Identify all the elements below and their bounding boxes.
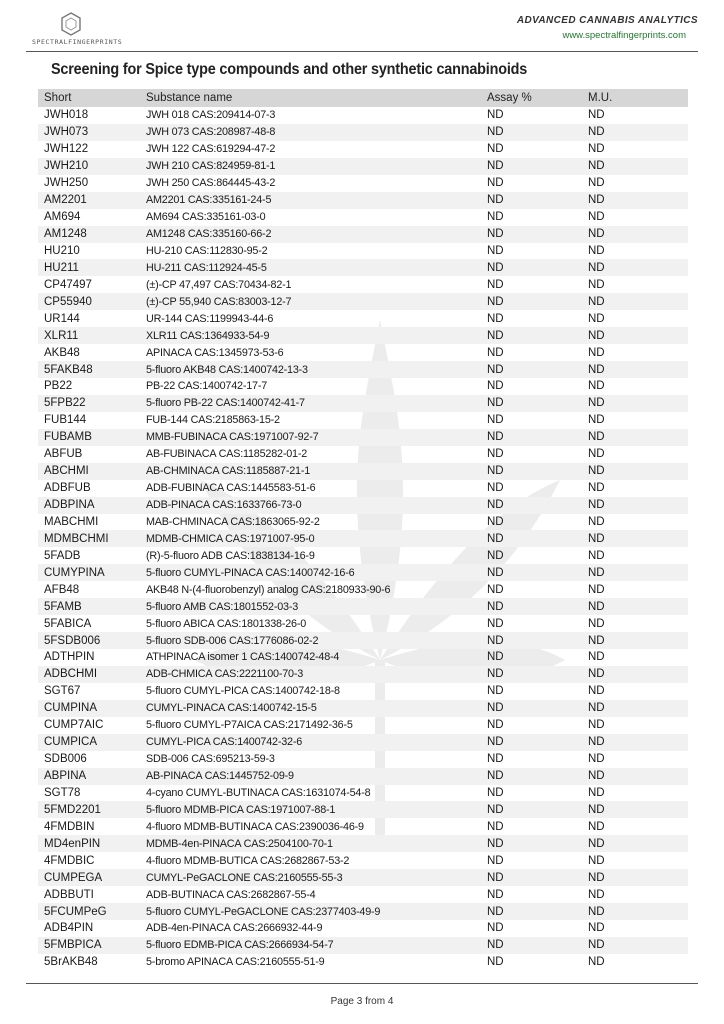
- cell-short: SGT78: [44, 786, 81, 799]
- cell-short: ABPINA: [38, 768, 140, 785]
- cell-substance-name: (R)-5-fluoro ADB CAS:1838134-16-9: [146, 549, 315, 562]
- cell-assay: ND: [487, 515, 504, 528]
- cell-mu: ND: [582, 632, 688, 649]
- cell-short: JWH250: [44, 177, 89, 190]
- cell-mu: ND: [588, 109, 605, 122]
- cell-assay: ND: [487, 922, 504, 935]
- table-row: [38, 801, 688, 818]
- cell-short: 4FMDBIN: [44, 820, 95, 833]
- cell-assay: ND: [481, 158, 582, 175]
- cell-assay: ND: [487, 854, 504, 867]
- cell-assay: ND: [481, 937, 582, 954]
- table-row: [38, 141, 688, 158]
- cell-short: 5FPB22: [38, 395, 140, 412]
- cell-substance-name: 5-fluoro AMB CAS:1801552-03-3: [140, 598, 481, 615]
- cell-mu: ND: [582, 327, 688, 344]
- cell-substance-name: 5-fluoro PB-22 CAS:1400742-41-7: [140, 395, 481, 412]
- cell-assay: ND: [487, 820, 504, 833]
- table-row: [38, 344, 688, 361]
- cell-substance-name: HU-211 CAS:112924-45-5: [140, 259, 481, 276]
- table-row: [38, 768, 688, 785]
- cell-substance-name: FUB-144 CAS:2185863-15-2: [146, 414, 280, 427]
- cell-substance-name: 5-fluoro EDMB-PICA CAS:2666934-54-7: [140, 937, 481, 954]
- table-row: [38, 937, 688, 954]
- cell-short: HU211: [38, 259, 140, 276]
- table-row: [38, 514, 688, 531]
- cell-assay: ND: [487, 617, 504, 630]
- cell-substance-name: 5-fluoro CUMYL-PINACA CAS:1400742-16-6: [140, 564, 481, 581]
- table-row: [38, 259, 688, 276]
- cell-mu: ND: [588, 719, 605, 732]
- cell-substance-name: AM1248 CAS:335160-66-2: [140, 226, 481, 243]
- cell-short: CUMPINA: [38, 700, 140, 717]
- cell-assay: ND: [487, 753, 504, 766]
- cell-substance-name: JWH 122 CAS:619294-47-2: [146, 143, 276, 156]
- table-row: [38, 683, 688, 700]
- table-row: [38, 226, 688, 243]
- screening-results-table: [38, 89, 688, 971]
- table-row: [38, 666, 688, 683]
- cell-substance-name: 5-fluoro MDMB-PICA CAS:1971007-88-1: [140, 801, 481, 818]
- cell-mu: ND: [582, 937, 688, 954]
- cell-mu: ND: [588, 956, 605, 969]
- cell-substance-name: ADB-BUTINACA CAS:2682867-55-4: [146, 888, 316, 901]
- cell-short: AM2201: [38, 192, 140, 209]
- cell-short: ADBCHMI: [38, 666, 140, 683]
- cell-assay: ND: [481, 463, 582, 480]
- table-row: [38, 124, 688, 141]
- cell-mu: ND: [588, 583, 605, 596]
- cell-substance-name: 4-fluoro MDMB-BUTINACA CAS:2390036-46-9: [146, 820, 364, 833]
- table-row: [38, 480, 688, 497]
- cell-short: MD4enPIN: [38, 835, 140, 852]
- cell-mu: ND: [582, 700, 688, 717]
- cell-assay: ND: [481, 564, 582, 581]
- cell-short: PB22: [44, 380, 73, 393]
- cell-substance-name: MDMB-4en-PINACA CAS:2504100-70-1: [140, 835, 481, 852]
- cell-mu: ND: [582, 158, 688, 175]
- cell-substance-name: 5-fluoro ABICA CAS:1801338-26-0: [146, 617, 307, 630]
- cell-short: CUMPEGA: [38, 869, 140, 886]
- cell-substance-name: 5-fluoro AKB48 CAS:1400742-13-3: [140, 361, 481, 378]
- cell-mu: ND: [588, 549, 605, 562]
- cell-short: SDB006: [44, 753, 87, 766]
- table-row: [38, 310, 688, 327]
- cell-substance-name: 4-fluoro MDMB-BUTICA CAS:2682867-53-2: [146, 854, 350, 867]
- table-row: [38, 751, 688, 768]
- cell-assay: ND: [481, 293, 582, 310]
- cell-mu: ND: [588, 753, 605, 766]
- cell-mu: ND: [582, 293, 688, 310]
- table-row: [38, 717, 688, 734]
- cell-assay: ND: [481, 192, 582, 209]
- cell-short: ADB4PIN: [44, 922, 94, 935]
- cell-assay: ND: [487, 278, 504, 291]
- cell-mu: ND: [582, 497, 688, 514]
- cell-assay: ND: [481, 632, 582, 649]
- cell-mu: ND: [588, 177, 605, 190]
- cell-mu: ND: [588, 448, 605, 461]
- cell-assay: ND: [481, 395, 582, 412]
- cell-assay: ND: [487, 956, 504, 969]
- table-header-row: [38, 89, 688, 107]
- table-row: [38, 632, 688, 649]
- cell-mu: ND: [582, 734, 688, 751]
- cell-mu: ND: [582, 124, 688, 141]
- cell-mu: ND: [582, 903, 688, 920]
- cell-mu: ND: [588, 346, 605, 359]
- cell-short: 5FSDB006: [38, 632, 140, 649]
- cell-assay: ND: [487, 583, 504, 596]
- cell-short: JWH210: [38, 158, 140, 175]
- cell-substance-name: (±)-CP 47,497 CAS:70434-82-1: [146, 278, 292, 291]
- table-row: [38, 378, 688, 395]
- cell-assay: ND: [481, 768, 582, 785]
- page-number: Page 3 from 4: [330, 996, 394, 1007]
- cell-assay: ND: [481, 226, 582, 243]
- cell-substance-name: JWH 073 CAS:208987-48-8: [140, 124, 481, 141]
- cell-short: CUMPICA: [38, 734, 140, 751]
- cell-substance-name: PB-22 CAS:1400742-17-7: [146, 380, 268, 393]
- page-title: Screening for Spice type compounds and other synthetic cannabinoids: [51, 61, 528, 78]
- cell-assay: ND: [481, 598, 582, 615]
- cell-mu: ND: [588, 786, 605, 799]
- table-row: [38, 158, 688, 175]
- cell-substance-name: ATHPINACA isomer 1 CAS:1400742-48-4: [146, 651, 340, 664]
- cell-short: ABCHMI: [38, 463, 140, 480]
- cell-short: 5FAMB: [38, 598, 140, 615]
- cell-assay: ND: [487, 549, 504, 562]
- cell-substance-name: JWH 018 CAS:209414-07-3: [146, 109, 276, 122]
- cell-assay: ND: [481, 530, 582, 547]
- cell-assay: ND: [487, 244, 504, 257]
- cell-mu: ND: [588, 312, 605, 325]
- cell-substance-name: XLR11 CAS:1364933-54-9: [140, 327, 481, 344]
- cell-substance-name: MDMB-CHMICA CAS:1971007-95-0: [140, 530, 481, 547]
- cell-mu: ND: [582, 768, 688, 785]
- cell-short: ADTHPIN: [44, 651, 95, 664]
- table-row: [38, 446, 688, 463]
- cell-substance-name: 5-bromo APINACA CAS:2160555-51-9: [146, 956, 325, 969]
- cell-assay: ND: [487, 651, 504, 664]
- cell-assay: ND: [487, 312, 504, 325]
- cell-mu: ND: [582, 429, 688, 446]
- cell-mu: ND: [582, 869, 688, 886]
- table-row: [38, 175, 688, 192]
- cell-mu: ND: [588, 414, 605, 427]
- cell-short: CUMYPINA: [38, 564, 140, 581]
- cell-mu: ND: [588, 854, 605, 867]
- table-row: [38, 903, 688, 920]
- cell-substance-name: 5-fluoro SDB-006 CAS:1776086-02-2: [140, 632, 481, 649]
- table-row: [38, 835, 688, 852]
- cell-short: MDMBCHMI: [38, 530, 140, 547]
- cell-substance-name: UR-144 CAS:1199943-44-6: [146, 312, 274, 325]
- table-row: [38, 107, 688, 124]
- cell-mu: ND: [582, 361, 688, 378]
- cell-assay: ND: [487, 414, 504, 427]
- table-row: [38, 564, 688, 581]
- cell-short: CUMP7AIC: [44, 719, 104, 732]
- cell-substance-name: 5-fluoro CUMYL-PICA CAS:1400742-18-8: [146, 685, 340, 698]
- cell-short: XLR11: [38, 327, 140, 344]
- table-row: [38, 547, 688, 564]
- cell-assay: ND: [481, 734, 582, 751]
- cell-mu: ND: [588, 143, 605, 156]
- cell-assay: ND: [487, 786, 504, 799]
- cell-short: ADBBUTI: [44, 888, 94, 901]
- footer-divider: [26, 983, 698, 984]
- table-row: [38, 734, 688, 751]
- cell-mu: ND: [582, 801, 688, 818]
- cell-short: 5FMD2201: [38, 801, 140, 818]
- table-row: [38, 886, 688, 903]
- hexagon-logo-icon: [60, 12, 82, 36]
- cell-substance-name: AB-CHMINACA CAS:1185887-21-1: [140, 463, 481, 480]
- cell-mu: ND: [588, 922, 605, 935]
- cell-short: 5FADB: [44, 549, 81, 562]
- cell-mu: ND: [588, 820, 605, 833]
- table-row: [38, 327, 688, 344]
- cell-short: 4FMDBIC: [44, 854, 95, 867]
- cell-mu: ND: [582, 192, 688, 209]
- cell-mu: ND: [582, 259, 688, 276]
- column-header-mu: M.U.: [582, 89, 688, 107]
- cell-short: FUB144: [44, 414, 87, 427]
- cell-substance-name: MAB-CHMINACA CAS:1863065-92-2: [146, 515, 320, 528]
- cell-mu: ND: [588, 244, 605, 257]
- cell-mu: ND: [588, 888, 605, 901]
- cell-assay: ND: [487, 719, 504, 732]
- cell-assay: ND: [487, 143, 504, 156]
- table-row: [38, 395, 688, 412]
- cell-substance-name: CUMYL-PICA CAS:1400742-32-6: [140, 734, 481, 751]
- cell-substance-name: AB-FUBINACA CAS:1185282-01-2: [146, 448, 308, 461]
- cell-mu: ND: [588, 617, 605, 630]
- cell-short: UR144: [44, 312, 80, 325]
- cell-mu: ND: [588, 482, 605, 495]
- cell-assay: ND: [487, 346, 504, 359]
- cell-substance-name: ADB-FUBINACA CAS:1445583-51-6: [146, 482, 316, 495]
- column-header-short: Short: [38, 89, 140, 107]
- cell-substance-name: AM2201 CAS:335161-24-5: [140, 192, 481, 209]
- table-row: [38, 276, 688, 293]
- cell-substance-name: AB-PINACA CAS:1445752-09-9: [140, 768, 481, 785]
- cell-mu: ND: [582, 666, 688, 683]
- table-row: [38, 920, 688, 937]
- cell-substance-name: ADB-PINACA CAS:1633766-73-0: [140, 497, 481, 514]
- cell-substance-name: ADB-CHMICA CAS:2221100-70-3: [140, 666, 481, 683]
- cell-mu: ND: [582, 395, 688, 412]
- cell-substance-name: 5-fluoro CUMYL-P7AICA CAS:2171492-36-5: [146, 719, 353, 732]
- cell-short: AM1248: [38, 226, 140, 243]
- cell-short: AM694: [44, 211, 81, 224]
- table-body: [38, 107, 688, 971]
- cell-substance-name: AM694 CAS:335161-03-0: [146, 211, 266, 224]
- cell-mu: ND: [588, 685, 605, 698]
- cell-assay: ND: [481, 835, 582, 852]
- cell-assay: ND: [481, 903, 582, 920]
- cell-short: MABCHMI: [44, 515, 99, 528]
- cell-short: JWH018: [44, 109, 89, 122]
- cell-assay: ND: [481, 327, 582, 344]
- cell-mu: ND: [582, 564, 688, 581]
- cell-assay: ND: [481, 666, 582, 683]
- table-row: [38, 243, 688, 260]
- cell-short: AKB48: [44, 346, 80, 359]
- cell-assay: ND: [487, 482, 504, 495]
- cell-assay: ND: [481, 124, 582, 141]
- table-row: [38, 412, 688, 429]
- cell-assay: ND: [481, 429, 582, 446]
- cell-short: 5BrAKB48: [44, 956, 98, 969]
- cell-substance-name: JWH 250 CAS:864445-43-2: [146, 177, 276, 190]
- cell-assay: ND: [487, 211, 504, 224]
- table-row: [38, 700, 688, 717]
- cell-assay: ND: [481, 869, 582, 886]
- cell-mu: ND: [582, 598, 688, 615]
- column-header-assay: Assay %: [481, 89, 582, 107]
- cell-assay: ND: [487, 888, 504, 901]
- cell-substance-name: AKB48 N-(4-fluorobenzyl) analog CAS:2180933-90-6: [146, 583, 391, 596]
- cell-short: CP55940: [38, 293, 140, 310]
- cell-assay: ND: [487, 380, 504, 393]
- cell-substance-name: (±)-CP 55,940 CAS:83003-12-7: [140, 293, 481, 310]
- cell-assay: ND: [487, 448, 504, 461]
- table-row: [38, 954, 688, 971]
- table-row: [38, 581, 688, 598]
- table-row: [38, 649, 688, 666]
- cell-assay: ND: [481, 497, 582, 514]
- table-row: [38, 209, 688, 226]
- table-row: [38, 785, 688, 802]
- header-divider: [26, 51, 698, 52]
- website-link[interactable]: www.spectralfingerprints.com: [562, 30, 686, 41]
- cell-short: ADBFUB: [44, 482, 91, 495]
- cell-short: ADBPINA: [38, 497, 140, 514]
- table-row: [38, 869, 688, 886]
- cell-short: FUBAMB: [38, 429, 140, 446]
- cell-mu: ND: [588, 380, 605, 393]
- cell-mu: ND: [588, 515, 605, 528]
- cell-mu: ND: [582, 530, 688, 547]
- cell-mu: ND: [588, 278, 605, 291]
- cell-substance-name: CUMYL-PeGACLONE CAS:2160555-55-3: [140, 869, 481, 886]
- cell-assay: ND: [481, 801, 582, 818]
- cell-assay: ND: [481, 259, 582, 276]
- cell-substance-name: APINACA CAS:1345973-53-6: [146, 346, 284, 359]
- cell-mu: ND: [582, 835, 688, 852]
- cell-substance-name: SDB-006 CAS:695213-59-3: [146, 753, 275, 766]
- cell-substance-name: HU-210 CAS:112830-95-2: [146, 244, 268, 257]
- table-row: [38, 598, 688, 615]
- cell-mu: ND: [582, 226, 688, 243]
- page-header: [0, 0, 724, 52]
- table-row: [38, 852, 688, 869]
- cell-short: 5FMBPICA: [38, 937, 140, 954]
- cell-short: JWH122: [44, 143, 89, 156]
- cell-assay: ND: [481, 700, 582, 717]
- cell-assay: ND: [487, 685, 504, 698]
- table-row: [38, 429, 688, 446]
- table-row: [38, 293, 688, 310]
- cell-substance-name: 5-fluoro CUMYL-PeGACLONE CAS:2377403-49-9: [140, 903, 481, 920]
- cell-short: 5FCUMPeG: [38, 903, 140, 920]
- cell-substance-name: MMB-FUBINACA CAS:1971007-92-7: [140, 429, 481, 446]
- table-row: [38, 530, 688, 547]
- company-logo: [28, 12, 123, 48]
- cell-mu: ND: [582, 463, 688, 480]
- cell-assay: ND: [487, 109, 504, 122]
- cell-short: HU210: [44, 244, 80, 257]
- cell-substance-name: JWH 210 CAS:824959-81-1: [140, 158, 481, 175]
- table-row: [38, 192, 688, 209]
- cell-short: ABFUB: [44, 448, 83, 461]
- logo-text: SPECTRALFINGERPRINTS: [32, 38, 123, 46]
- company-name: ADVANCED CANNABIS ANALYTICS: [516, 15, 698, 26]
- cell-short: 5FABICA: [44, 617, 92, 630]
- table-row: [38, 361, 688, 378]
- table-row: [38, 818, 688, 835]
- cell-assay: ND: [481, 361, 582, 378]
- cell-assay: ND: [487, 177, 504, 190]
- cell-short: AFB48: [44, 583, 80, 596]
- cell-substance-name: ADB-4en-PINACA CAS:2666932-44-9: [146, 922, 323, 935]
- cell-short: 5FAKB48: [38, 361, 140, 378]
- table-row: [38, 497, 688, 514]
- cell-short: SGT67: [44, 685, 81, 698]
- cell-mu: ND: [588, 651, 605, 664]
- cell-mu: ND: [588, 211, 605, 224]
- table-row: [38, 463, 688, 480]
- cell-substance-name: CUMYL-PINACA CAS:1400742-15-5: [140, 700, 481, 717]
- cell-substance-name: 4-cyano CUMYL-BUTINACA CAS:1631074-54-8: [146, 786, 371, 799]
- table-row: [38, 615, 688, 632]
- cell-short: JWH073: [38, 124, 140, 141]
- cell-short: CP47497: [44, 278, 92, 291]
- column-header-substance: Substance name: [140, 89, 481, 107]
